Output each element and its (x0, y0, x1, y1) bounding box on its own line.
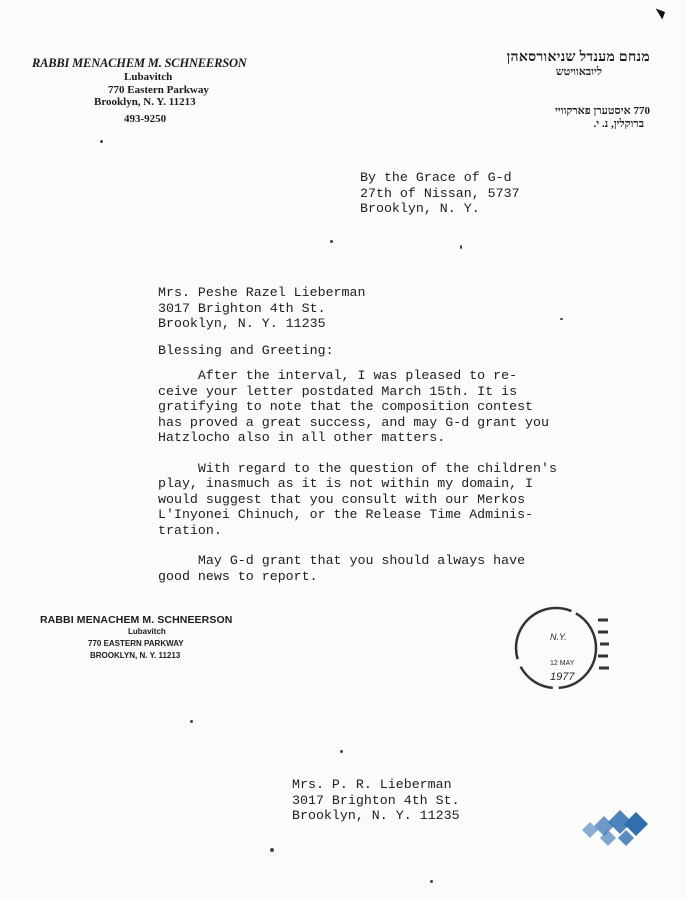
paragraph-2 (158, 461, 598, 539)
body-line: With regard to the question of the children's (158, 460, 557, 476)
scan-speck (190, 720, 193, 723)
body-line: L'Inyonei Chinuch, or the Release Time Adminis- (158, 507, 534, 522)
envelope-line-2: 3017 Brighton 4th St. (292, 792, 460, 808)
stamp-name: RABBI MENACHEM M. SCHNEERSON (40, 614, 233, 626)
letterhead-city: Brooklyn, N. Y. 11213 (94, 96, 196, 108)
paragraph-1 (158, 368, 598, 446)
date-block (360, 170, 520, 217)
body-line: has proved a great success, and may G-d grant you (158, 414, 549, 430)
scan-speck (460, 245, 462, 249)
envelope-address (292, 777, 460, 824)
body-line: May G-d grant that you should always have (158, 553, 526, 568)
body-line: gratifying to note that the composition contest (158, 399, 534, 414)
scan-speck (330, 240, 333, 243)
envelope-line-1: Mrs. P. R. Lieberman (292, 777, 452, 792)
corner-triangle-icon (653, 9, 665, 20)
date-line-3: Brooklyn, N. Y. (360, 201, 480, 216)
letterhead-hebrew-org: ליובאוויטש (555, 66, 602, 78)
envelope-line-3: Brooklyn, N. Y. 11235 (292, 808, 460, 823)
recipient-line-3: Brooklyn, N. Y. 11235 (158, 316, 326, 331)
salutation: Blessing and Greeting: (158, 343, 334, 358)
scan-speck (100, 140, 103, 143)
letterhead-hebrew-name: מנחם מענדל שניאורסאהן (506, 50, 650, 65)
scan-speck (430, 880, 433, 883)
letterhead-hebrew-city: ברוקלין, נ. י. (593, 118, 644, 130)
recipient-address (158, 285, 365, 332)
letterhead-org: Lubavitch (124, 71, 173, 83)
letterhead-street: 770 Eastern Parkway (108, 83, 209, 96)
return-address-stamp (40, 614, 280, 662)
recipient-line-1: Mrs. Peshe Razel Lieberman (158, 285, 366, 300)
body-line: ceive your letter postdated March 15th. It is (158, 383, 518, 399)
body-line: good news to report. (158, 568, 318, 584)
body-line: After the interval, I was pleased to re- (158, 368, 518, 383)
letter-body (158, 368, 598, 599)
cancellation-bars (598, 620, 609, 668)
body-line: would suggest that you consult with our Merkos (158, 491, 526, 507)
letterhead-phone: 493-9250 (124, 112, 167, 125)
paragraph-3 (158, 553, 598, 584)
date-line-1: By the Grace of G-d (360, 170, 512, 185)
stamp-street: 770 EASTERN PARKWAY (88, 639, 184, 648)
body-line: tration. (158, 522, 222, 538)
archive-logo-icon (578, 800, 658, 848)
stamp-org: Lubavitch (128, 627, 166, 636)
letterhead-name: RABBI MENACHEM M. SCHNEERSON (32, 56, 247, 70)
postmark-year: 1977 (550, 671, 575, 683)
body-line: Hatzlocho also in all other matters. (158, 430, 446, 445)
scan-speck (270, 848, 274, 852)
body-line: play, inasmuch as it is not within my domain, I (158, 476, 534, 491)
letterhead-left (32, 56, 272, 125)
date-line-2: 27th of Nissan, 5737 (360, 185, 520, 201)
recipient-line-2: 3017 Brighton 4th St. (158, 300, 326, 316)
letterhead-hebrew-street: 770 איסטערן פארקוויי (554, 105, 650, 117)
postmark (510, 600, 610, 696)
scan-speck (340, 750, 343, 753)
stamp-city: BROOKLYN, N. Y. 11213 (90, 651, 181, 660)
postmark-state: N.Y. (550, 632, 567, 642)
scan-speck (560, 318, 563, 320)
letterhead-right (450, 50, 650, 131)
postmark-date: 12 MAY (550, 660, 575, 667)
